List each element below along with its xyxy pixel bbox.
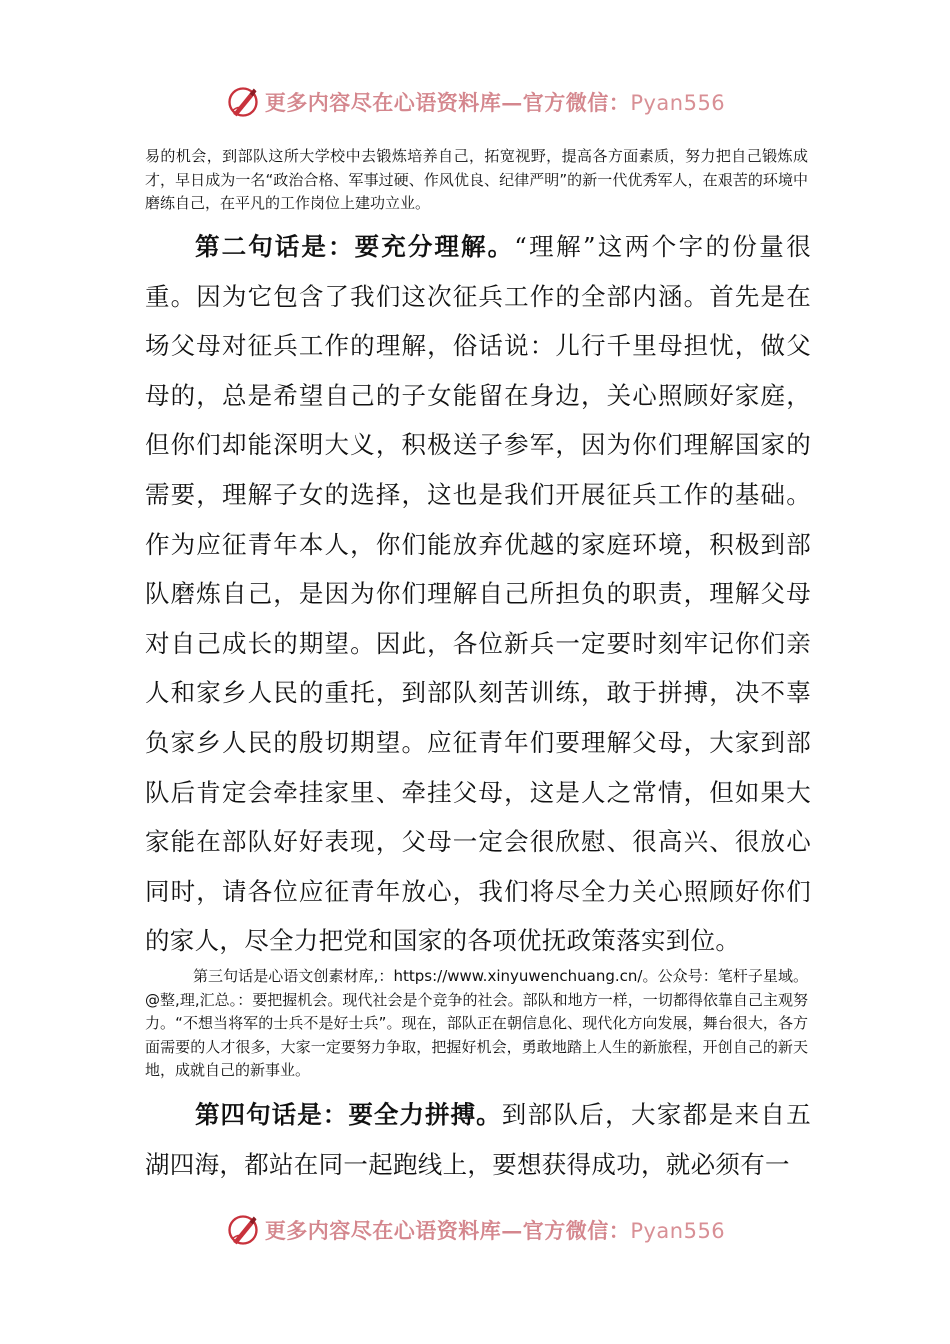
- paragraph-4-heading: 第四句话是：要全力拼搏。: [195, 1100, 502, 1129]
- pen-logo-icon: [225, 1212, 261, 1248]
- paragraph-1: 易的机会，到部队这所大学校中去锻炼培养自己，拓宽视野，提高各方面素质，努力把自己锻炼成才，早日成为一名“政治合格、军事过硬、作风优良、纪律严明”的新一代优秀军人，在艰苦的环境中磨练自己，在平凡的工作岗位上建功立业。: [145, 147, 808, 212]
- header-banner: [0, 80, 950, 124]
- footer-banner: [0, 1208, 950, 1252]
- banner-chinese: 更多内容尽在心语资料库—官方微信：: [264, 1218, 631, 1243]
- paragraph-2-body: “理解”这两个字的份量很重。因为它包含了我们这次征兵工作的全部内涵。首先是在场父母对征兵工作的理解，俗话说：儿行千里母担忧，做父母的，总是希望自己的子女能留在身边，关心照顾好家庭，但你们却能深明大义，积极送子参军，因为你们理解国家的需要，理解子女的选择，这也是我们开展征兵工作的基础。作为应征青年本人，你们能放弃优越的家庭环境，积极到部队磨炼自己，是因为你们理解自己所担负的职责，理解父母对自己成长的期望。因此，各位新兵一定要时刻牢记你们亲人和家乡人民的重托，到部队刻苦训练，敢于拼搏，决不辜负家乡人民的殷切期望。应征青年们要理解父母，大家到部队后肯定会牵挂家里、牵挂父母，这是人之常情，但如果大家能在部队好好表现，父母一定会很欣慰、很高兴、很放心同时，请各位应征青年放心，我们将尽全力关心照顾好你们的家人，尽全力把党和国家的各项优抚政策落实到位。: [145, 232, 812, 956]
- banner-text: [265, 1215, 725, 1245]
- paragraph-3: 第三句话是心语文创素材库,：https://www.xinyuwenchuang.cn/。公众号：笔杆子星域。@整,理,汇总。：要把握机会。现代社会是个竞争的社会。部队和地方一样，一切都得依靠自己主观努力。“不想当将军的士兵不是好士兵”。现在，部队正在朝信息化、现代化方向发展，舞台很大，各方面需要的人才很多，大家一定要努力争取，把握好机会，勇敢地踏上人生的新旅程，开创自己的新天地，成就自己的新事业。: [145, 967, 808, 1079]
- paragraph-4: [145, 1090, 811, 1189]
- paragraph-2-heading: 第二句话是：要充分理解。: [195, 232, 515, 261]
- paragraph-2: [145, 222, 811, 966]
- banner-wechat-id: Pyan556: [630, 1219, 726, 1243]
- banner-text: [265, 87, 725, 117]
- banner-wechat-id: Pyan556: [630, 91, 726, 115]
- banner-chinese: 更多内容尽在心语资料库—官方微信：: [264, 90, 631, 115]
- paragraph-4-body: 到部队后，大家都是来自五湖四海，都站在同一起跑线上，要想获得成功，就必须有一: [145, 1100, 811, 1179]
- pen-logo-icon: [225, 84, 261, 120]
